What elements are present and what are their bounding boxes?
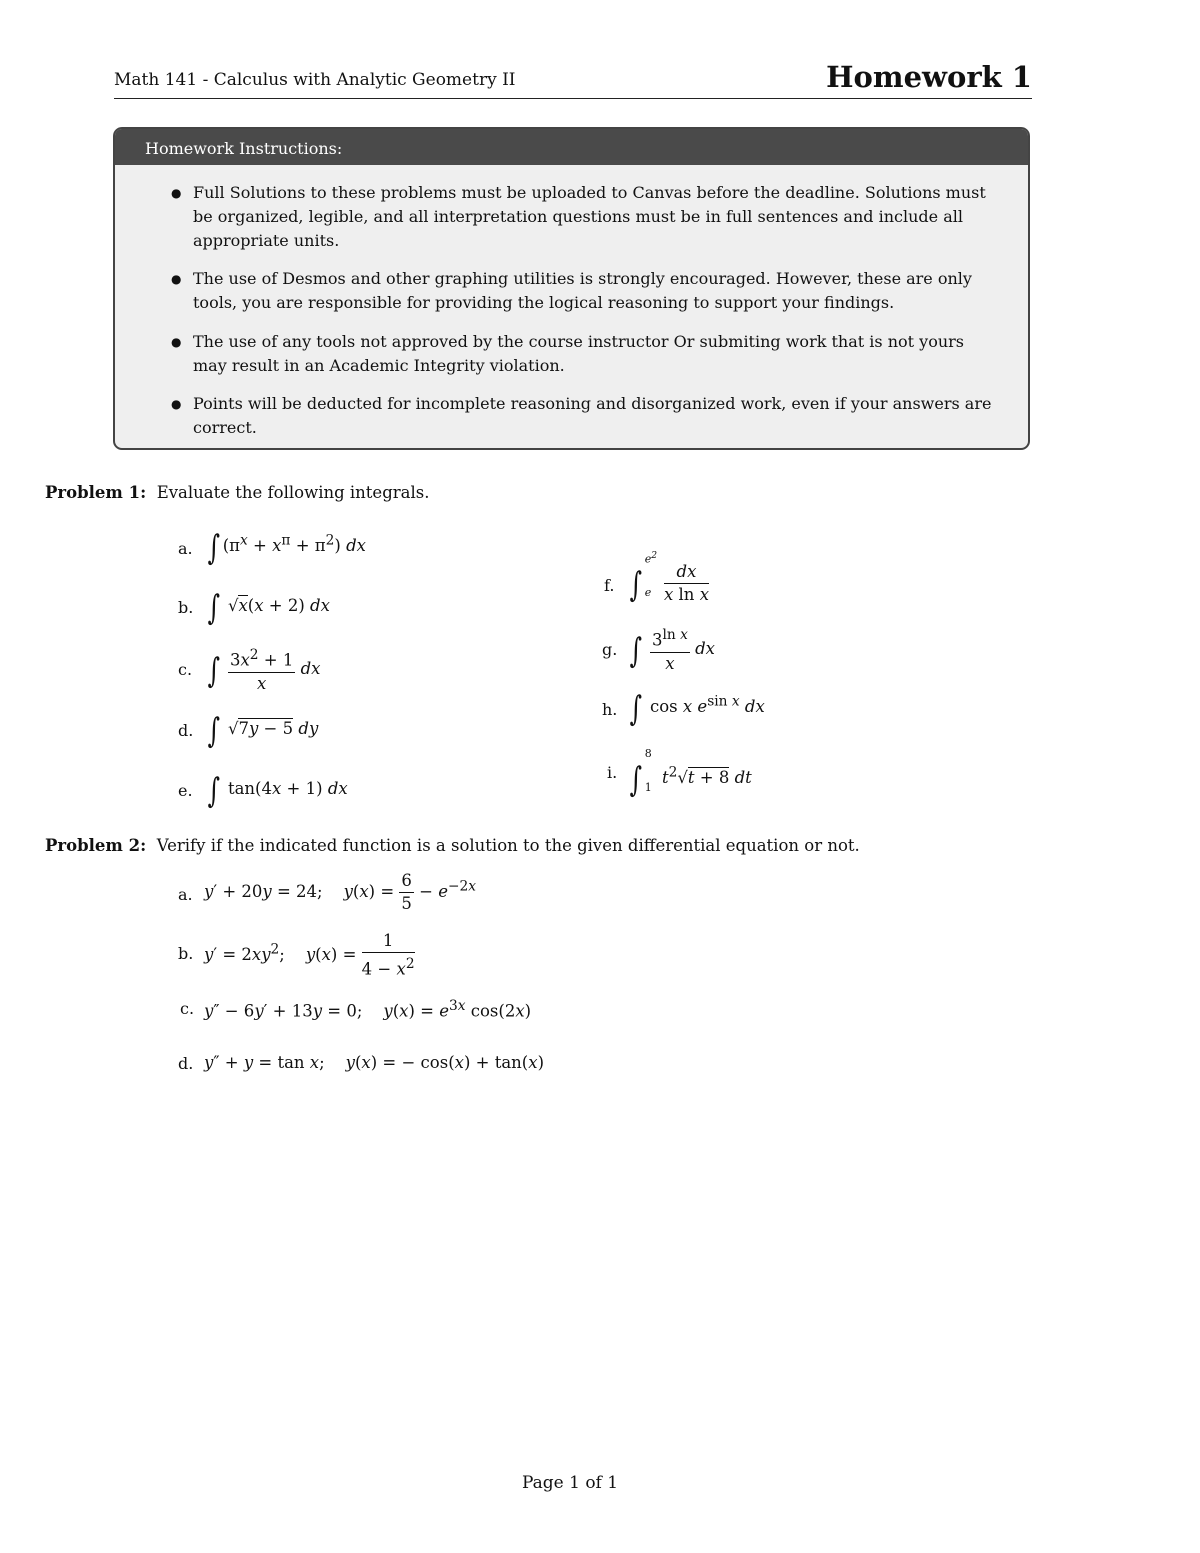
instruction-item: ● Points will be deducted for incomplete reasoning and disorganized work, even if your answers are correct. xyxy=(171,394,992,437)
equation-a: y′ + 20y = 24; y(x) = $\frac{6}{5}$ − $e^{-2x}$ xyxy=(204,871,477,913)
bullet-icon: ● xyxy=(171,335,182,349)
instructions-box xyxy=(113,127,1030,450)
equation-d: y″ + y = tan x; y(x) = − cos(x) + tan(x) xyxy=(204,1053,544,1072)
integral-a: ∫ $(\pi^x + x^\pi + \pi^2)$ dx xyxy=(207,528,366,568)
integral-e: ∫ tan(4x + 1) dx xyxy=(207,771,348,811)
integral-d: ∫ √7y − 5 dy xyxy=(207,711,319,751)
problem-1-label-b: b. xyxy=(178,598,194,617)
problem-2-label-d: d. xyxy=(178,1054,194,1073)
integral-i: ∫ 8 1 $t^2√t + 8$ dt xyxy=(629,747,752,800)
integral-h: ∫ cos x $e^{sin x}$ dx xyxy=(629,689,765,729)
problem-1-label-d: d. xyxy=(178,721,194,740)
equation-c: y″ − 6y′ + 13y = 0; $y(x) = e^{3x}$ cos(2x) xyxy=(204,998,532,1021)
problem-2-label-b: b. xyxy=(178,944,194,963)
bullet-icon: ● xyxy=(171,272,182,286)
problem-1-label-g: g. xyxy=(602,640,618,659)
instruction-item: ● The use of any tools not approved by the course instructor Or submiting work that is not yours may result in an Academic Integrity violation. xyxy=(171,332,964,375)
page-number: Page 1 of 1 xyxy=(521,1473,619,1493)
problem-1-label-i: i. xyxy=(607,763,618,782)
bullet-icon: ● xyxy=(171,397,182,411)
equation-b: $y' = 2xy^2$; y(x) = $\frac{1}{4 - x^2}$ xyxy=(204,931,415,979)
header-rule xyxy=(114,98,1032,99)
integral-f: ∫ $e^2$ e $\frac{dx}{\text{x ln x}}$ xyxy=(629,550,709,605)
course-title: Math 141 - Calculus with Analytic Geometry II xyxy=(114,70,516,90)
problem-1-label-f: f. xyxy=(604,576,615,595)
problem-1-heading: Problem 1: Evaluate the following integrals. xyxy=(45,483,430,502)
instruction-item: ● Full Solutions to these problems must be uploaded to Canvas before the deadline. Solutions must be organized, legible, and all interpretation questions must be in full sentences and include all appropriate units. xyxy=(171,183,986,250)
problem-2-label-c: c. xyxy=(180,999,195,1018)
problem-2-heading: Problem 2: Verify if the indicated function is a solution to the given differential equation or not. xyxy=(45,836,860,855)
integral-g: ∫ $\frac{3^{ln x}}{x}$ dx xyxy=(627,624,715,675)
instruction-item: ● The use of Desmos and other graphing utilities is strongly encouraged. However, these are only tools, you are responsible for providing the logical reasoning to support your findings. xyxy=(171,269,972,312)
problem-1-label-c: c. xyxy=(178,660,193,679)
problem-1-label-h: h. xyxy=(602,700,618,719)
problem-1-label-a: a. xyxy=(178,539,193,558)
problem-1-label-e: e. xyxy=(178,781,193,800)
integral-c: ∫ $\frac{3x^2 + 1}{x}$ dx xyxy=(205,644,320,695)
integral-b: ∫ √x(x + 2) dx xyxy=(207,588,330,628)
homework-title: Homework 1 xyxy=(826,60,1032,94)
problem-2-label-a: a. xyxy=(178,885,193,904)
bullet-icon: ● xyxy=(171,186,182,200)
instructions-title: Homework Instructions: xyxy=(115,129,1028,165)
